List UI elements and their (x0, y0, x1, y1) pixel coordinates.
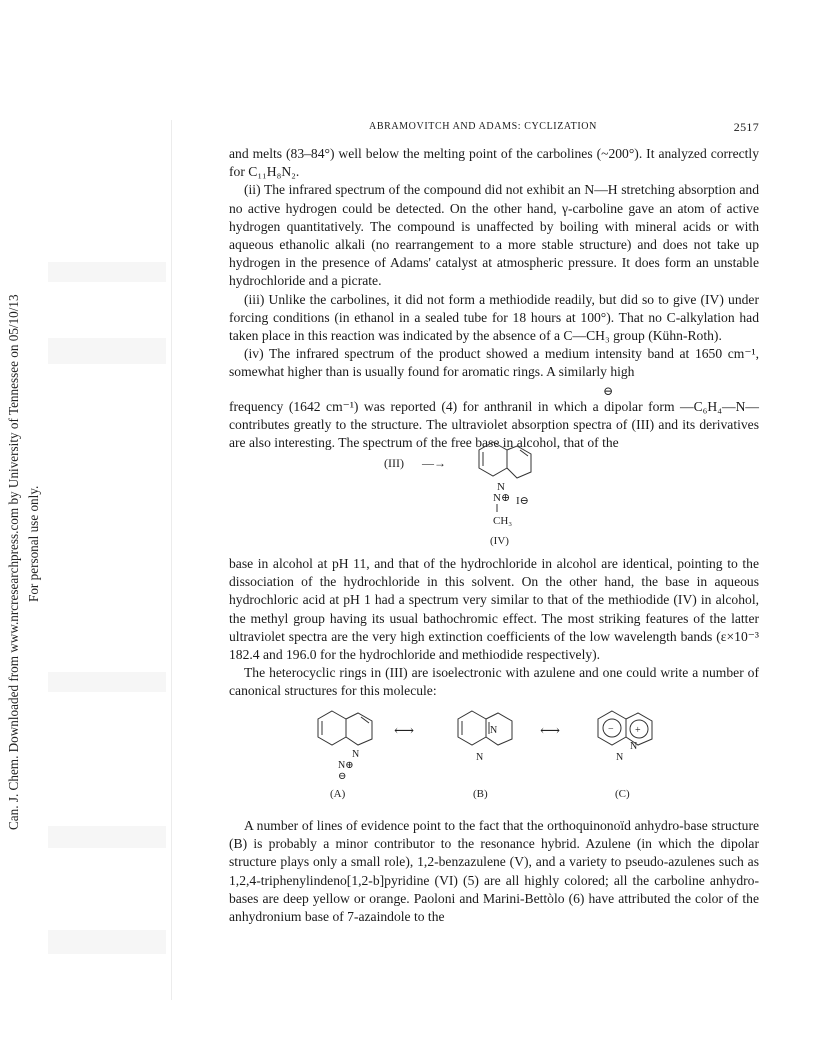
reactant-label: (III) (384, 456, 404, 470)
quaternary-nitrogen: N⊕ (493, 492, 511, 504)
structure-label-B: (B) (473, 788, 488, 800)
charged-nitrogen: N⊕ (338, 760, 354, 771)
scan-smudge (48, 672, 166, 692)
minus-charge: − (608, 724, 614, 735)
sidebar-line-1: Can. J. Chem. Downloaded from www.nrcresearchpress.com by University of Tennessee on 05/10/13 (6, 294, 21, 830)
scan-smudge (48, 826, 166, 848)
scan-smudge (48, 262, 166, 282)
methyl-label: CH₃ (493, 515, 513, 527)
paragraph: The heterocyclic rings in (III) are isoelectronic with azulene and one could write a number of canonical structures for this molecule: (229, 665, 759, 699)
reaction-arrow: —→ (422, 456, 446, 470)
paragraph: (iii) Unlike the carbolines, it did not form a methiodide readily, but did so to give (IV) under forcing conditions (in ethanol in a sealed tube for 18 hours at 100°). That no C-alkylation had taken place in this reaction was indicated by the absence of a C—CH₃ group (Kühn-Roth). (229, 291, 759, 344)
paragraph: (iv) The infrared spectrum of the product showed a medium intensity band at 1650 cm⁻¹, somewhat higher than is usually found for aromatic rings. A similarly high (229, 346, 759, 380)
plus-charge: + (635, 725, 641, 736)
ring-nitrogen: N (630, 741, 638, 752)
structure-A (318, 711, 372, 745)
resonance-arrow: ⟷ (540, 724, 561, 739)
gutter-line (171, 120, 172, 1000)
paragraph: and melts (83–84°) well below the melting point of the carbolines (~200°). It analyzed correctly for C₁₁H₈N₂. (229, 146, 759, 180)
structure-B (458, 711, 512, 745)
sidebar-line-2: For personal use only. (26, 485, 41, 602)
bridge-nitrogen: N (476, 752, 484, 763)
ring-nitrogen: N (352, 749, 360, 760)
structure-IV (479, 442, 531, 478)
page-number: 2517 (733, 120, 759, 134)
structure-label-C: (C) (615, 788, 630, 800)
resonance-arrow: ⟷ (394, 724, 415, 739)
methiodide-scheme (380, 440, 580, 550)
paragraph: (ii) The infrared spectrum of the compound did not exhibit an N—H stretching absorption and no active hydrogen could be detected. On the other hand, γ-carboline gave an atom of active hydrogen quantitatively. The compound is unaffected by boiling with mineral acids or with aqueous ethanolic alkali (no rearrangement to a more stable structure) and does not take up hydrogen in the presence of Adams' catalyst at atmospheric pressure. It does form an unstable hydrochloride and a picrate. (229, 182, 759, 289)
paragraph: base in alcohol at pH 11, and that of the hydrochloride in alcohol are identical, pointing to the dissociation of the hydrochloride in this solvent. On the other hand, the base in aqueous hydrochloric acid at pH 1 had a spectrum very similar to that of the methiodide (IV) in alcohol, the methyl group having its usual bathochromic effect. The most striking features of the latter ultraviolet spectra are the very high extinction coefficients of the low wavelength bands (ε×10⁻³ 182.4 and 196.0 for the hydrochloride and methiodide respectively). (229, 556, 759, 663)
ring-nitrogen: N (497, 481, 505, 493)
running-header (229, 121, 759, 135)
text-block-3 (229, 817, 759, 926)
compound-label-IV: (IV) (490, 535, 509, 547)
text-block-1 (229, 145, 759, 452)
paragraph: A number of lines of evidence point to the fact that the orthoquinonoïd anhydro-base structure (B) is probably a minor contributor to the resonance hybrid. Azulene (in which the dipolar structure plays only a small role), 1,2-benzazulene (V), and a variety to pseudo-azulenes such as 1,2,4-triphenylindeno[1,2-b]pyridine (VI) (5) are all highly colored; all the carboline anhydro-bases are deep yellow or orange. Paoloni and Marini-Bettòlo (6) have attributed the color of the anhydronium base of 7-azaindole to the (229, 818, 759, 925)
ring-nitrogen: N (490, 725, 498, 736)
scan-smudge (48, 338, 166, 364)
charge-superscript: ⊖ (602, 383, 613, 398)
structure-C (598, 711, 652, 745)
text-block-2 (229, 555, 759, 701)
bridge-nitrogen: N (616, 752, 624, 763)
structure-label-A: (A) (330, 788, 346, 800)
minus-charge: ⊖ (338, 771, 347, 782)
iodide-label: I⊖ (516, 495, 529, 507)
scan-smudge (48, 930, 166, 954)
canonical-structures-scheme (310, 705, 690, 805)
header-title: ABRAMOVITCH AND ADAMS: CYCLIZATION (369, 121, 597, 132)
download-sidebar (4, 190, 50, 830)
sidebar-text (4, 190, 50, 830)
paragraph: frequency (1642 cm⁻¹) was reported (4) for anthranil in which a dipolar form —C₆H₄—N— contributes greatly to the structure. The ultraviolet absorption spectra of (III) and its derivatives are also interesting. The spectrum of the free base in alcohol, that of the (229, 398, 759, 451)
